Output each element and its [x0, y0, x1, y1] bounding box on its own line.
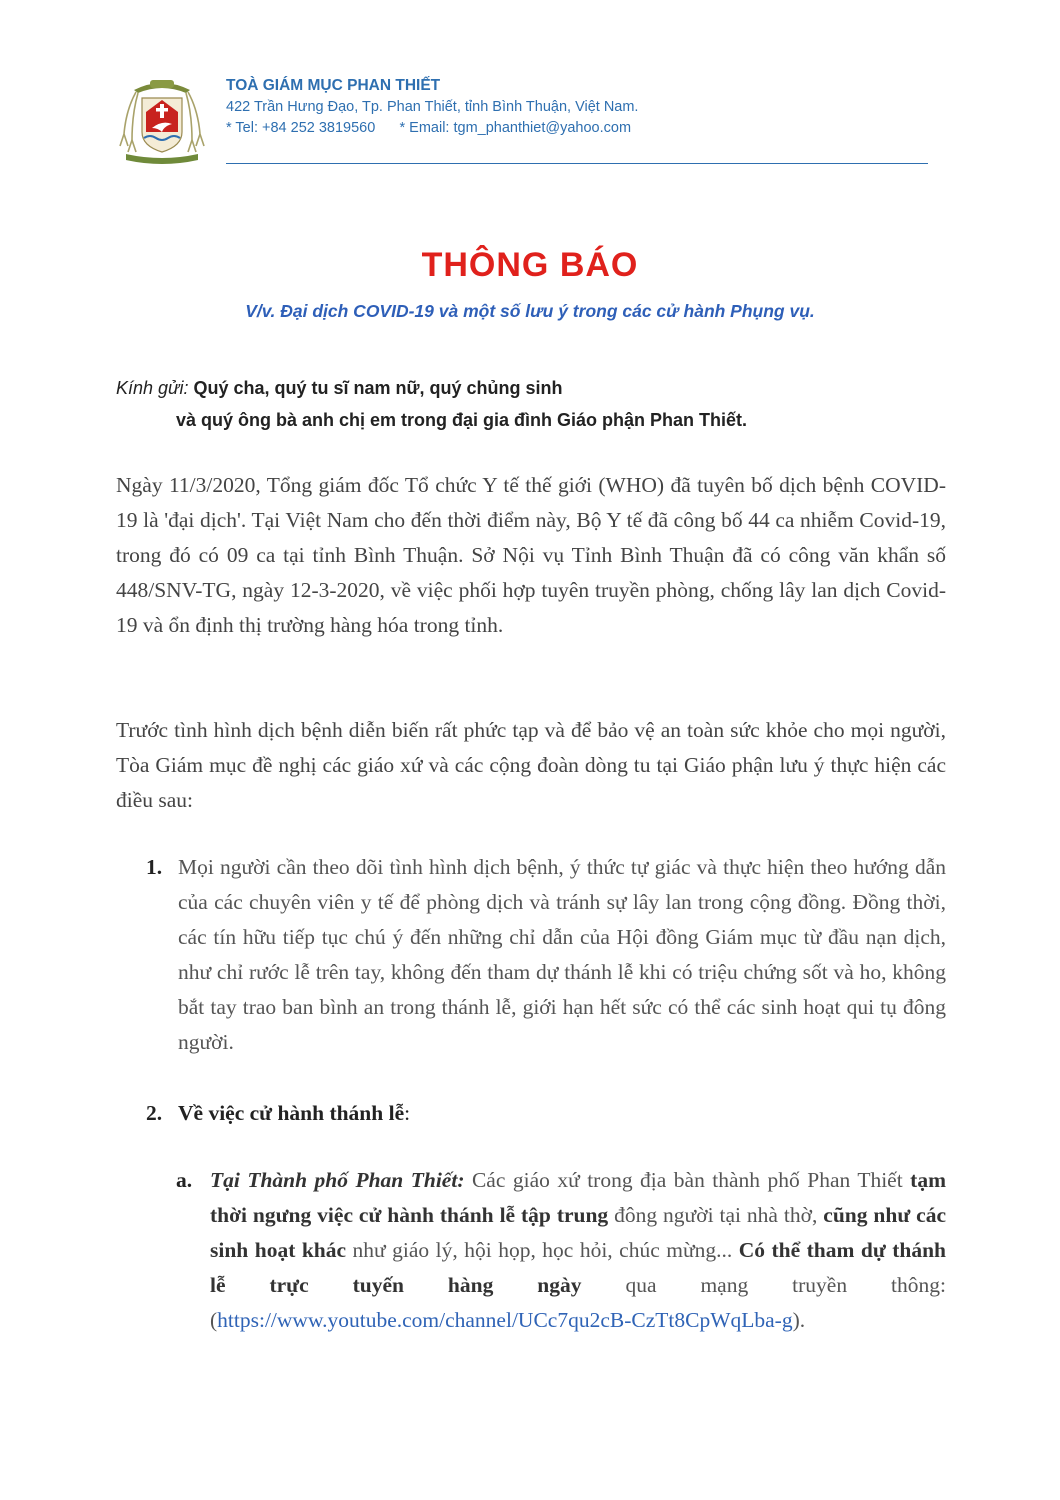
text-run: Các giáo xứ trong địa bàn thành phố Phan Thiết	[464, 1168, 911, 1192]
sub-item-text	[210, 1163, 946, 1338]
email: * Email: tgm_phanthiet@yahoo.com	[399, 120, 632, 136]
section-heading: Về việc cử hành thánh lễ	[178, 1101, 405, 1125]
diocese-crest-logo	[112, 74, 212, 166]
letterhead	[226, 76, 638, 138]
emphasis-suspend-mass: tạm thời ngưng việc cử hành thánh lễ tập trung	[210, 1168, 946, 1227]
paragraph-request: Trước tình hình dịch bệnh diễn biến rất phức tạp và để bảo vệ an toàn sức khỏe cho mọi người, Tòa Giám mục đề nghị các giáo xứ và các cộng đoàn dòng tu tại Giáo phận lưu ý thực hiện các điều sau:	[116, 718, 946, 812]
text-run: như giáo lý, hội họp, học hỏi, chúc mừng...	[346, 1238, 739, 1262]
sub-item-letter: a.	[176, 1168, 193, 1192]
list-number: 1.	[146, 855, 163, 879]
telephone: * Tel: +84 252 3819560	[226, 120, 376, 136]
salutation-line2: và quý ông bà anh chị em trong đại gia đình Giáo phận Phan Thiết.	[176, 410, 748, 430]
emphasis-online-mass: Có thể tham dự thánh lễ trực tuyến hàng ngày	[210, 1238, 946, 1297]
contact-line	[226, 118, 638, 138]
document-subtitle: V/v. Đại dịch COVID-19 và một số lưu ý trong các cử hành Phụng vụ.	[245, 301, 815, 321]
organization-address: 422 Trần Hưng Đạo, Tp. Phan Thiết, tỉnh Bình Thuận, Việt Nam.	[226, 99, 639, 115]
salutation-line1	[116, 372, 563, 404]
location-label: Tại Thành phố Phan Thiết:	[210, 1168, 465, 1192]
list-item-text: Mọi người cần theo dõi tình hình dịch bệnh, ý thức tự giác và thực hiện theo hướng dẫn của các chuyên viên y tế để phòng dịch và tránh sự lây lan trong cộng đồng. Đồng thời, các tín hữu tiếp tục chú ý đến những chỉ dẫn của Hội đồng Giám mục từ đầu nạn dịch, như chỉ rước lễ trên tay, không đến tham dự thánh lễ khi có triệu chứng sốt và ho, không bắt tay trao ban bình an trong thánh lễ, giới hạn hết sức có thể các sinh hoạt qui tụ đông người.	[178, 855, 946, 1054]
salutation-label: Kính gửi:	[116, 378, 189, 398]
document-title: THÔNG BÁO	[421, 246, 639, 284]
text-run: ).	[792, 1308, 806, 1332]
text-run: qua mạng truyền thông: (	[210, 1273, 946, 1332]
letterhead-divider	[226, 163, 928, 164]
salutation-recipients: Quý cha, quý tu sĩ nam nữ, quý chủng sinh	[193, 378, 563, 398]
heading-colon: :	[404, 1101, 411, 1125]
list-number: 2.	[146, 1101, 163, 1125]
list-item-2	[146, 1096, 410, 1131]
organization-name: TOÀ GIÁM MỤC PHAN THIẾT	[226, 77, 441, 94]
text-run: đông người tại nhà thờ,	[608, 1203, 824, 1227]
paragraph-announcement: Ngày 11/3/2020, Tổng giám đốc Tổ chức Y tế thế giới (WHO) đã tuyên bố dịch bệnh COVID-19 là 'đại dịch'. Tại Việt Nam cho đến thời điểm này, Bộ Y tế đã công bố 44 ca nhiễm Covid-19, trong đó có 09 ca tại tỉnh Bình Thuận. Sở Nội vụ Tỉnh Bình Thuận đã có công văn khẩn số 448/SNV-TG, ngày 12-3-2020, về việc phối hợp tuyên truyền phòng, chống lây lan dịch Covid-19 và ổn định thị trường hàng hóa trong tỉnh.	[116, 473, 946, 637]
youtube-channel-link[interactable]: https://www.youtube.com/channel/UCc7qu2cB-CzTt8CpWqLba-g	[217, 1308, 793, 1332]
emphasis-other-activities: cũng như các sinh hoạt khác	[210, 1203, 947, 1262]
